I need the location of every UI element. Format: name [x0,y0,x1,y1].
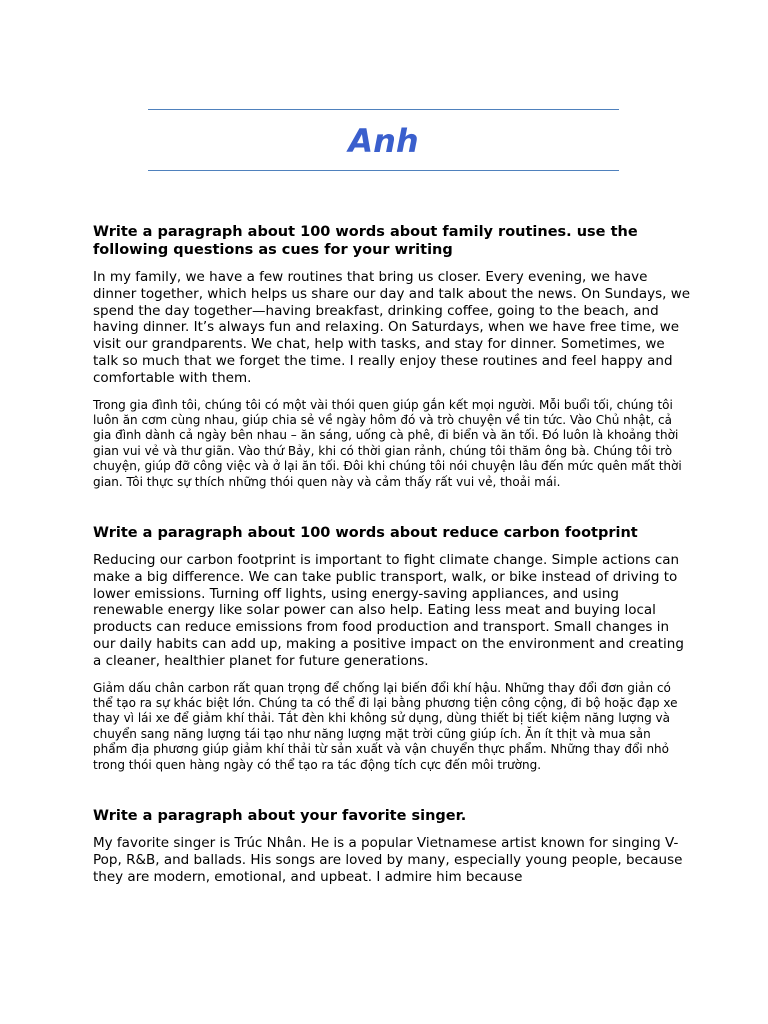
section-heading: Write a paragraph about your favorite singer. [93,808,467,825]
section-heading: Write a paragraph about 100 words about reduce carbon footprint [93,525,638,542]
section-family-routines [93,223,693,490]
english-paragraph: My favorite singer is Trúc Nhân. He is a popular Vietnamese artist known for singing V-Pop, R&B, and ballads. His songs are loved by many, especially young people, because they are modern, emotional, and upbeat. I admire him because [93,835,683,885]
english-paragraph: Reducing our carbon footprint is important to fight climate change. Simple actions can make a big difference. We can take public transport, walk, or bike instead of driving to lower emissions. Turning off lights, using energy-saving appliances, and using renewable energy like solar power can also help. Eating less meat and buying local products can reduce emissions from food production and transport. Small changes in our daily habits can add up, making a positive impact on the environment and creating a cleaner, healthier planet for future generations. [93,552,684,669]
section-heading: Write a paragraph about 100 words about family routines. use the following questions as cues for your writing [93,224,638,258]
section-favorite-singer [93,807,693,885]
vietnamese-paragraph: Giảm dấu chân carbon rất quan trọng để chống lại biến đổi khí hậu. Những thay đổi đơn giản có thể tạo ra sự khác biệt lớn. Chúng ta có thể đi lại bằng phương tiện công cộng, đi bộ hoặc đạp xe thay vì lái xe để giảm khí thải. Tắt đèn khi không sử dụng, dùng thiết bị tiết kiệm năng lượng và chuyển sang năng lượng tái tạo như năng lượng mặt trời cũng giúp ích. Ăn ít thịt và mua sản phẩm địa phương giúp giảm khí thải từ sản xuất và vận chuyển thực phẩm. Những thay đổi nhỏ trong thói quen hàng ngày có thể tạo ra tác động tích cực đến môi trường. [93,680,678,772]
english-paragraph: In my family, we have a few routines that bring us closer. Every evening, we have dinner together, which helps us share our day and talk about the news. On Sundays, we spend the day together—having breakfast, drinking coffee, going to the beach, and having dinner. It’s always fun and relaxing. On Saturdays, when we have free time, we visit our grandparents. We chat, help with tasks, and stay for dinner. Sometimes, we talk so much that we forget the time. I really enjoy these routines and feel happy and comfortable with them. [93,269,691,386]
document-title-block [148,109,619,171]
document-body [93,223,693,896]
section-carbon-footprint [93,524,693,773]
vietnamese-paragraph: Trong gia đình tôi, chúng tôi có một vài thói quen giúp gắn kết mọi người. Mỗi buổi tối, chúng tôi luôn ăn cơm cùng nhau, giúp chia sẻ về ngày hôm đó và trò chuyện về tin tức. Vào Chủ nhật, cả gia đình dành cả ngày bên nhau – ăn sáng, uống cà phê, đi biển và ăn tối. Đó luôn là khoảng thời gian vui vẻ và thư giãn. Vào thứ Bảy, khi có thời gian rảnh, chúng tôi thăm ông bà. Chúng tôi trò chuyện, giúp đỡ công việc và ở lại ăn tối. Đôi khi chúng tôi nói chuyện lâu đến mức quên mất thời gian. Tôi thực sự thích những thói quen này và cảm thấy rất vui vẻ, thoải mái. [93,397,682,489]
document-title: Anh [348,122,419,160]
